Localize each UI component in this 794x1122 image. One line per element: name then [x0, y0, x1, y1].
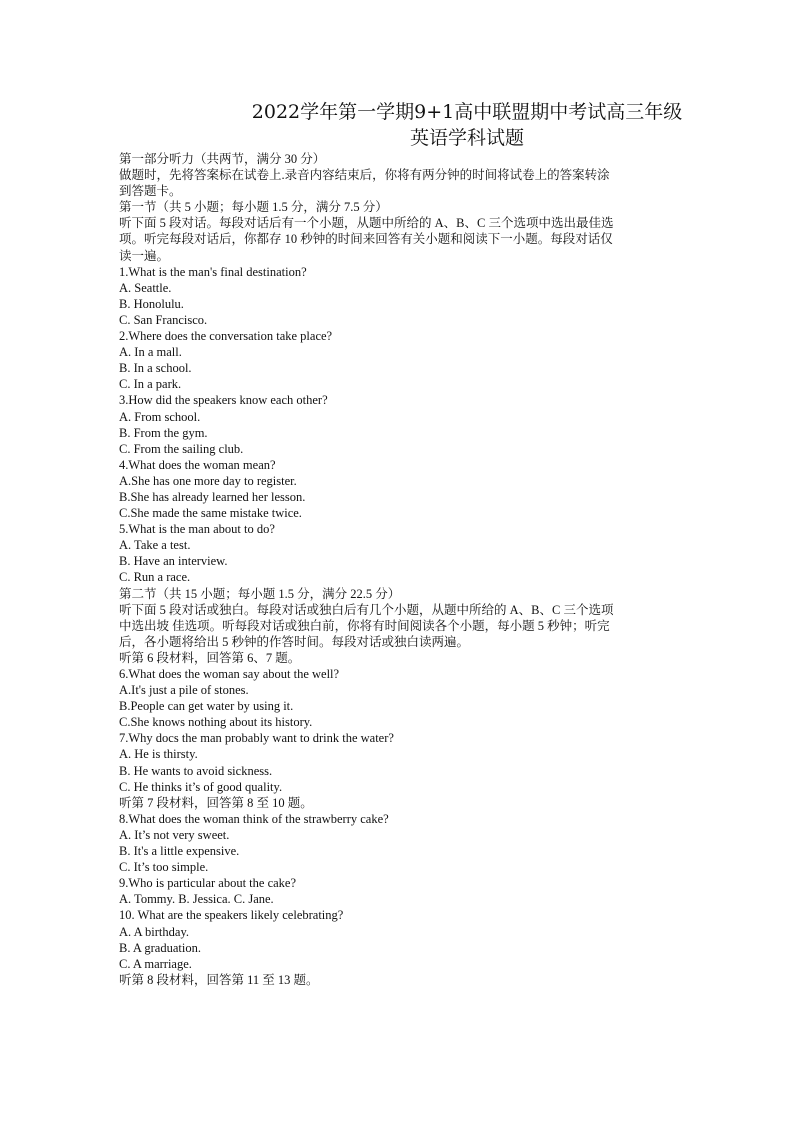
text-line: 2.Where does the conversation take place?: [119, 329, 333, 344]
text-line: 到答题卡。: [119, 184, 182, 199]
exam-subtitle: 英语学科试题: [409, 127, 524, 149]
text-line: A.She has one more day to register.: [119, 473, 297, 488]
text-line: B. He wants to avoid sickness.: [119, 763, 273, 778]
text-line: 听第 6 段材料，回答第 6、7 题。: [119, 650, 301, 665]
text-line: 9.Who is particular about the cake?: [119, 876, 297, 891]
text-line: A. From school.: [119, 409, 201, 424]
text-line: A. He is thirsty.: [119, 747, 198, 762]
text-line: 10. What are the speakers likely celebrating?: [119, 908, 344, 923]
text-line: B. In a school.: [119, 361, 192, 376]
text-line: 听下面 5 段对话或独白。每段对话或独白后有几个小题，从题中所给的 A、B、C 三个选项: [119, 602, 614, 617]
text-line: 第二节（共 15 小题；每小题 1.5 分，满分 22.5 分）: [119, 586, 401, 601]
text-line: A. A birthday.: [119, 924, 190, 939]
text-line: 读一遍。: [119, 248, 170, 263]
text-line: 8.What does the woman think of the strawberry cake?: [119, 811, 389, 826]
text-line: 听第 7 段材料，回答第 8 至 10 题。: [119, 795, 313, 810]
text-line: B.She has already learned her lesson.: [119, 489, 306, 504]
text-line: 第一部分听力（共两节，满分 30 分）: [119, 152, 326, 166]
text-line: C. Run a race.: [119, 570, 191, 585]
exam-body: [119, 151, 679, 988]
text-line: A. Take a test.: [119, 538, 191, 553]
text-line: 7.Why docs the man probably want to drink the water?: [119, 731, 394, 746]
text-line: A. It’s not very sweet.: [119, 827, 230, 842]
text-line: C. He thinks it’s of good quality.: [119, 779, 283, 794]
text-line: 6.What does the woman say about the well?: [119, 667, 340, 681]
text-line: A. In a mall.: [119, 345, 182, 360]
text-line: 第一节（共 5 小题；每小题 1.5 分，满分 7.5 分）: [119, 200, 388, 215]
text-line: 做题时，先将答案标在试卷上.录音内容结束后，你将有两分钟的时间将试卷上的答案转涂: [119, 168, 610, 183]
text-line: A. Tommy. B. Jessica. C. Jane.: [119, 892, 274, 907]
text-line: B. Honolulu.: [119, 296, 184, 311]
text-line: B. A graduation.: [119, 940, 201, 955]
text-line: C.She knows nothing about its history.: [119, 715, 313, 730]
text-line: 5.What is the man about to do?: [119, 522, 275, 537]
text-line: 后，各小题将给出 5 秒钟的作答时间。每段对话或独白读两遍。: [119, 634, 470, 649]
text-line: A.It's just a pile of stones.: [119, 683, 249, 698]
text-line: B.People can get water by using it.: [119, 699, 294, 714]
text-line: 中选出坡 佳选项。听每段对话或独白前，你将有时间阅读各个小题，每小题 5 秒钟；听完: [119, 618, 610, 633]
text-line: A. Seattle.: [119, 280, 172, 295]
text-line: C. A marriage.: [119, 956, 192, 971]
text-line: 项。听完每段对话后，你都存 10 秒钟的时间来回答有关小题和阅读下一小题。每段对话仅: [119, 232, 613, 247]
text-line: C. From the sailing club.: [119, 441, 244, 456]
exam-title: 2022学年第一学期9+1高中联盟期中考试高三年级: [251, 101, 683, 123]
text-line: C. It’s too simple.: [119, 860, 209, 875]
text-line: C.She made the same mistake twice.: [119, 506, 302, 521]
text-line: 听第 8 段材料，回答第 11 至 13 题。: [119, 972, 319, 987]
text-line: C. San Francisco.: [119, 312, 208, 327]
text-line: 听下面 5 段对话。每段对话后有一个小题，从题中所给的 A、B、C 三个选项中选出最佳选: [119, 216, 614, 231]
text-line: 1.What is the man's final destination?: [119, 264, 307, 279]
text-line: 4.What does the woman mean?: [119, 457, 276, 472]
text-line: B. Have an interview.: [119, 554, 228, 569]
text-line: B. It's a little expensive.: [119, 844, 240, 859]
text-line: B. From the gym.: [119, 425, 208, 440]
text-line: C. In a park.: [119, 377, 182, 392]
text-line: 3.How did the speakers know each other?: [119, 393, 328, 408]
